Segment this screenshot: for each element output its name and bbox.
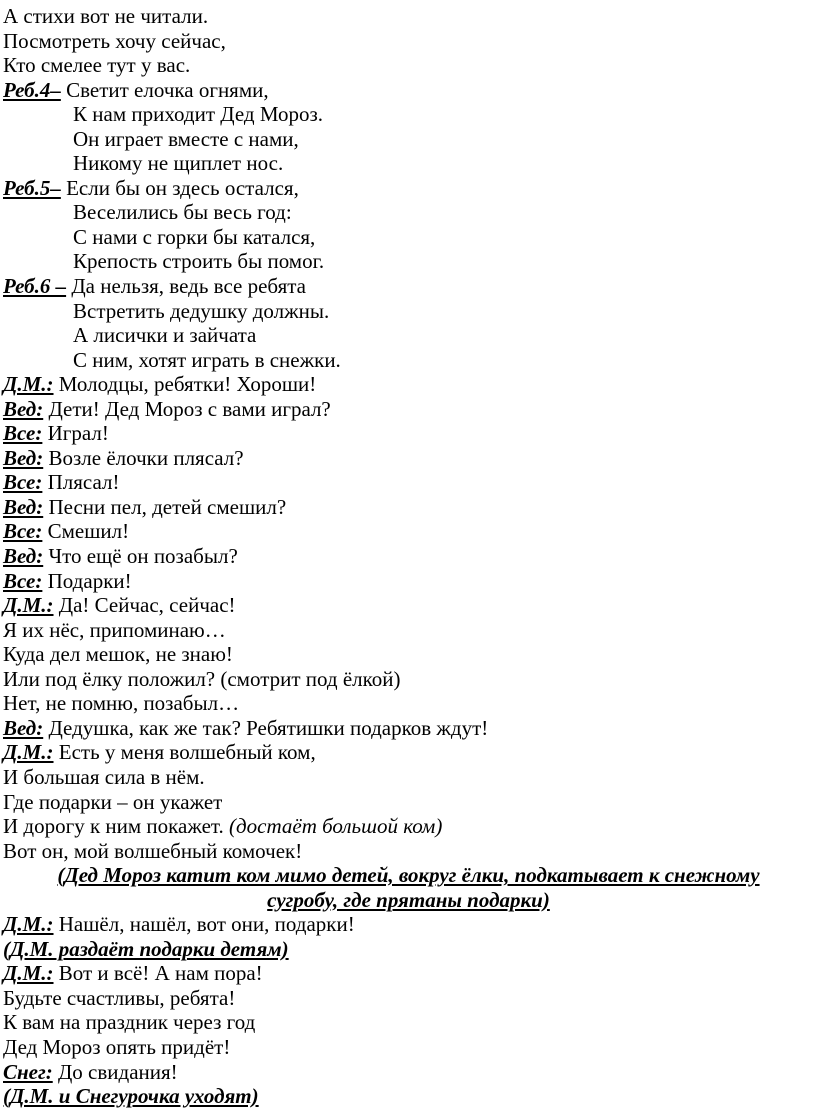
script-line [3,790,814,815]
dialogue-text: Песни пел, детей смешил? [43,494,287,519]
dialogue-text: Веселились бы весь год: [73,200,292,225]
script-line [3,299,814,324]
dialogue-text: Вот он, мой волшебный комочек! [3,838,303,863]
speaker-label: Д.М.: [3,740,54,765]
script-line [3,495,814,520]
dialogue-text: И большая сила в нём. [3,764,205,789]
dialogue-text: Я их нёс, припоминаю… [3,617,226,642]
speaker-label: Вед: [3,396,44,421]
script-line [3,912,814,937]
speaker-label: Вед: [3,445,44,470]
script-line [3,839,814,864]
dialogue-text: Посмотреть хочу сейчас, [3,28,226,53]
script-line [3,397,814,422]
script-line [3,986,814,1011]
dialogue-text: Нет, не помню, позабыл… [3,691,240,716]
script-line [3,29,814,54]
speaker-label: Вед: [3,544,44,569]
dialogue-text: Да нельзя, ведь все ребята [66,274,306,299]
dialogue-text: Дед Мороз опять придёт! [3,1034,231,1059]
script-line [3,446,814,471]
script-line [3,569,814,594]
stage-direction: сугробу, где прятаны подарки) [267,887,550,912]
speaker-label: Снег: [3,1059,53,1084]
script-line [3,421,814,446]
script-line [3,863,814,888]
script-line [3,249,814,274]
script-line [3,1060,814,1085]
dialogue-text: До свидания! [52,1059,178,1084]
dialogue-text: И дорогу к ним покажет. [3,814,230,839]
speaker-label: Все: [3,421,43,446]
speaker-label: Д.М.: [3,593,54,618]
script-line [3,593,814,618]
script-line [3,372,814,397]
speaker-label: Д.М.: [3,372,54,397]
dialogue-text: Вот и всё! А нам пора! [53,961,263,986]
script-line [3,519,814,544]
dialogue-text: С нами с горки бы катался, [73,224,316,249]
speaker-label: Д.М.: [3,961,54,986]
script-line [3,937,814,962]
dialogue-text: Подарки! [42,568,132,593]
script-line [3,78,814,103]
script-line [3,814,814,839]
script-line [3,200,814,225]
dialogue-text: Играл! [42,421,109,446]
script-line [3,716,814,741]
script-line [3,4,814,29]
speaker-label: Вед: [3,715,44,740]
script-text [3,4,814,1109]
dialogue-text: Смешил! [42,519,130,544]
script-line [3,765,814,790]
speaker-label: Реб.5– [3,175,61,200]
dialogue-text: Кто смелее тут у вас. [3,53,191,78]
dialogue-text: Куда дел мешок, не знаю! [3,642,233,667]
script-line [3,642,814,667]
dialogue-text: Будьте счастливы, ребята! [3,985,236,1010]
dialogue-text: Да! Сейчас, сейчас! [53,593,236,618]
dialogue-text: А стихи вот не читали. [3,4,209,28]
dialogue-text: Молодцы, ребятки! Хороши! [53,372,317,397]
dialogue-text: Крепость строить бы помог. [73,249,325,274]
script-line [3,323,814,348]
dialogue-text: Встретить дедушку должны. [73,298,330,323]
script-line [3,1010,814,1035]
script-line [3,618,814,643]
speaker-label: Все: [3,568,43,593]
dialogue-text: А лисички и зайчата [73,323,257,348]
script-line [3,102,814,127]
script-line [3,544,814,569]
dialogue-text: С ним, хотят играть в снежки. [73,347,341,372]
dialogue-text: Он играет вместе с нами, [73,126,299,151]
script-line [3,667,814,692]
speaker-label: Все: [3,470,43,495]
script-line [3,888,814,913]
dialogue-text: К нам приходит Дед Мороз. [73,102,324,127]
script-line [3,691,814,716]
dialogue-text: Возле ёлочки плясал? [43,445,244,470]
stage-direction: (Д.М. раздаёт подарки детям) [3,936,289,961]
script-line [3,53,814,78]
dialogue-text: Светит елочка огнями, [60,77,269,102]
script-line [3,1035,814,1060]
dialogue-text: Или под ёлку положил? (смотрит под ёлкой) [3,666,401,691]
inline-stage-note: (достаёт большой ком) [229,814,443,839]
script-line [3,274,814,299]
dialogue-text: К вам на праздник через год [3,1010,256,1035]
dialogue-text: Дедушка, как же так? Ребятишки подарков ждут! [43,715,489,740]
script-line [3,127,814,152]
script-line [3,151,814,176]
speaker-label: Реб.6 – [3,274,67,299]
script-line [3,176,814,201]
dialogue-text: Если бы он здесь остался, [60,175,299,200]
script-line [3,1084,814,1109]
script-line [3,470,814,495]
stage-direction: (Дед Мороз катит ком мимо детей, вокруг ёлки, подкатывает к снежному [57,863,760,888]
script-line [3,225,814,250]
dialogue-text: Есть у меня волшебный ком, [53,740,316,765]
dialogue-text: Нашёл, нашёл, вот они, подарки! [53,912,355,937]
dialogue-text: Дети! Дед Мороз с вами играл? [43,396,331,421]
dialogue-text: Где подарки – он укажет [3,789,223,814]
speaker-label: Д.М.: [3,912,54,937]
dialogue-text: Никому не щиплет нос. [73,151,284,176]
dialogue-text: Плясал! [42,470,120,495]
speaker-label: Все: [3,519,43,544]
script-line [3,961,814,986]
speaker-label: Реб.4– [3,77,61,102]
speaker-label: Вед: [3,494,44,519]
stage-direction: (Д.М. и Снегурочка уходят) [3,1084,259,1109]
dialogue-text: Что ещё он позабыл? [43,544,238,569]
script-line [3,740,814,765]
script-line [3,348,814,373]
